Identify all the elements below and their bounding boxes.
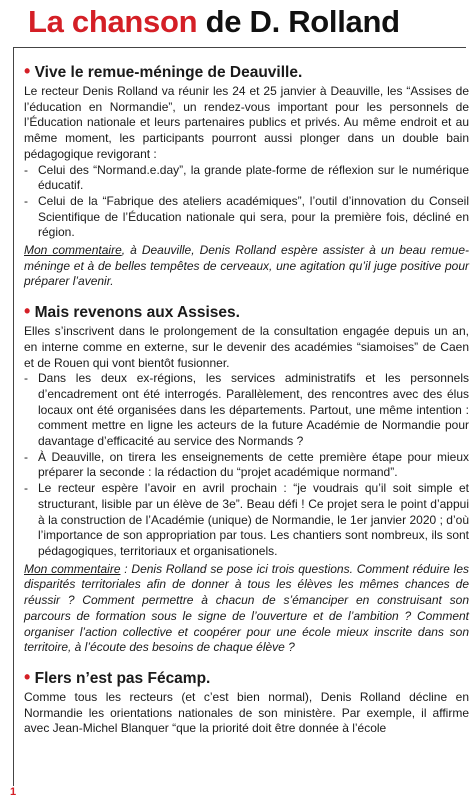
section-flers: [24, 668, 469, 737]
commentary: Mon commentaire, à Deauville, Denis Rolland espère assister à un beau remue-méninge et à de belles tempêtes de cerveaux, une agitation qu’il juge positive pour préparer l’avenir.: [24, 243, 469, 289]
section-heading: • Flers n’est pas Fécamp.: [24, 666, 211, 687]
commentary-label: Mon commentaire: [24, 243, 122, 258]
section-heading: • Vive le remue-méninge de Deauville.: [24, 61, 303, 81]
section-assises: [24, 302, 469, 656]
commentary: Mon commentaire : Denis Rolland se pose ici trois questions. Comment réduire les disparités territoriales afin de donner à tous les élèves les mêmes chances de réussir ? Comment permettre à chacun de s’émanciper en construisant son parcours de formation sous le signe de l’ouverture et de l’ambition ? Comment organiser l’action collective et coopérer pour une école mieux inscrite dans son territoire, à l’écoute des besoins de chaque élève ?: [24, 561, 469, 655]
bullet-icon: •: [24, 301, 31, 322]
article-title: [28, 4, 400, 40]
title-black-part: de D. Rolland: [205, 4, 400, 39]
section-intro: Comme tous les recteurs (et c’est bien normal), Denis Rolland décline en Normandie les orientations nationales de son ministère. Par exemple, il affirme avec Jean-Michel Blanquer “que la priorité doit être donnée à l’école: [24, 689, 469, 736]
list-item: - Dans les deux ex-régions, les services administratifs et les personnels d’encadrement ont été interrogés. Parallèlement, des rencontres avec des élus locaux ont été organisées dans les départements. Partout, une même intention : comment mettre en ligne les acteurs de la future Académie de Normandie pour davantage d’efficacité au service des Normands ?: [24, 371, 469, 449]
list-item: - Celui de la “Fabrique des ateliers académiques”, l’outil d’innovation du Conseil Scientifique de l’Éducation nationale qui sera, pour la première fois, décliné en région.: [24, 193, 469, 240]
bullet-icon: •: [24, 61, 31, 81]
commentary-label: Mon commentaire: [24, 561, 121, 576]
section-intro: Le recteur Denis Rolland va réunir les 24 et 25 janvier à Deauville, les “Assises de l’éducation en Normandie”, un rendez-vous important pour les personnels de l’Éducation nationale et leurs partenaires publics et privés. Au même endroit et au même moment, les participants pourront aussi plonger dans un double bain pédagogique revigorant :: [24, 84, 469, 161]
page-number: 1: [10, 786, 17, 798]
article-page: [8, 0, 470, 800]
section-intro: Elles s’inscrivent dans le prolongement de la consultation engagée depuis un an, en interne comme en externe, sur le devenir des académies “siamoises” de Caen et de Rouen qui vont bientôt fusionner.: [24, 324, 469, 370]
title-divider: [13, 47, 466, 48]
article-body: [24, 62, 469, 737]
left-border: [13, 47, 14, 786]
section-deauville: [24, 62, 469, 290]
list-item: - Celui des “Normand.e.day”, la grande plate-forme de réflexion sur le numérique éducatif.: [24, 162, 469, 193]
title-red-part: La chanson: [28, 4, 198, 39]
section-heading: • Mais revenons aux Assises.: [24, 301, 240, 322]
bullet-icon: •: [24, 666, 31, 687]
list-item: - À Deauville, on tirera les enseignements de cette première étape pour mieux préparer la seconde : la rédaction du “projet académique normand”.: [24, 449, 469, 480]
list-item: - Le recteur espère l’avoir en avril prochain : “je voudrais qu’il soit simple et structurant, lisible par un élève de 3e”. Beau défi ! Ce projet sera le point d’appui à la construction de l’Académie (unique) de Normandie, le 1er janvier 2020 ; d’où l’importance de son appropriation par tous. Les chantiers sont nombreux, ils sont pédagogiques, territoriaux et organisationels.: [24, 481, 469, 558]
